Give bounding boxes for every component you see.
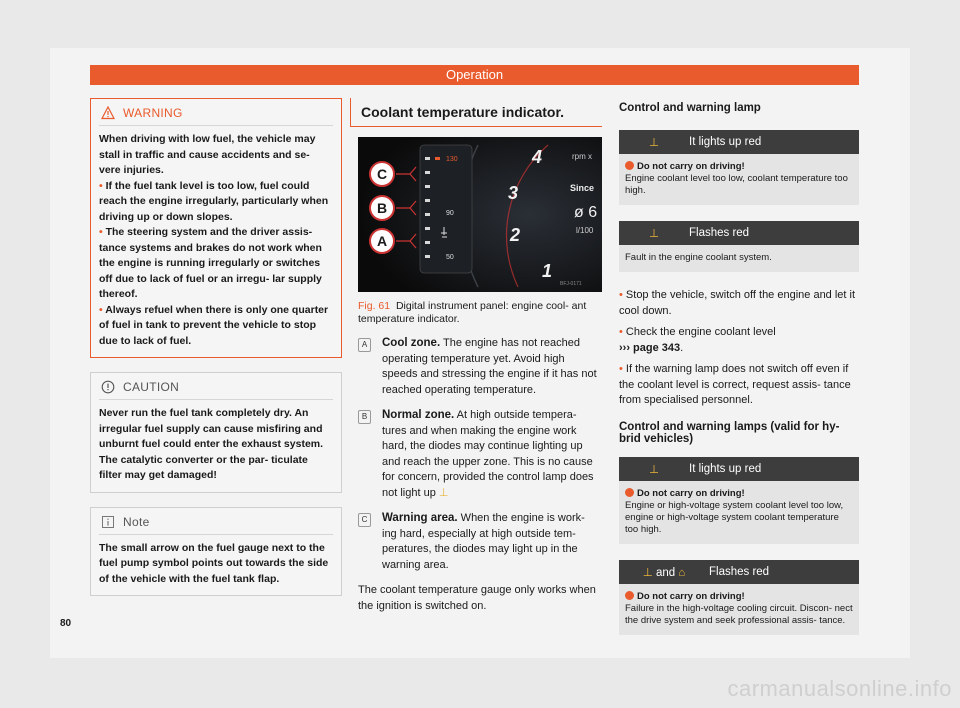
- stop-icon: [625, 591, 634, 600]
- dial-1: 1: [542, 261, 553, 281]
- dial-2: 2: [510, 225, 521, 245]
- lamp-flashes-red: ⊥ Flashes red Fault in the engine coolant system.: [619, 221, 859, 272]
- rpm-label: rpm x: [572, 152, 592, 161]
- page-reference-link[interactable]: ››› page 343: [619, 341, 681, 354]
- warning-bullet: • Always refuel when there is only one quarter of fuel in tank to prevent the vehicle to stop due to lack of fuel.: [99, 303, 329, 347]
- section-title: Coolant temperature indicator.: [350, 98, 602, 127]
- warning-intro: When driving with low fuel, the vehicle may stall in traffic and cause accidents and se- vere injuries.: [99, 133, 316, 176]
- instrument-panel-illustration: [358, 137, 602, 292]
- coolant-lamp-icon: ⊥: [438, 486, 449, 499]
- list-item: B Normal zone. At high outside tempera- tures and when making the engine work hard, the diodes may continue lighting up and reach the upper zone. This is no cause for concern, provided the control lamp does not light up ⊥: [358, 408, 602, 501]
- zone-term: Cool zone.: [382, 337, 441, 349]
- zone-badge: A: [358, 338, 371, 352]
- bullet-icon: •: [619, 289, 626, 301]
- dial-3: 3: [508, 183, 519, 203]
- page-header: Operation: [90, 65, 859, 85]
- warning-bullet: • If the fuel tank level is too low, fuel could reach the engine irregularly, particularly when driving up or down slopes.: [99, 179, 329, 223]
- step-item: • Stop the vehicle, switch off the engine and let it cool down.: [619, 289, 856, 317]
- svg-text:C: C: [376, 166, 388, 182]
- figure-number: Fig. 61: [358, 300, 391, 312]
- since-label: Since: [570, 183, 595, 193]
- caution-title: CAUTION: [123, 380, 180, 394]
- bullet-icon: •: [619, 326, 626, 338]
- coolant-lamp-icon: ⊥: [648, 137, 660, 149]
- heading-control-lamp: Control and warning lamp: [619, 102, 761, 114]
- stop-icon: [625, 488, 634, 497]
- bullet-icon: •: [99, 179, 106, 192]
- warning-triangle-icon: [101, 106, 115, 120]
- svg-text:B: B: [376, 200, 388, 216]
- note-box: [90, 507, 342, 597]
- lamp-lights-red: ⊥ It lights up red Do not carry on driving! Engine coolant level too low, coolant temperature too high.: [619, 130, 859, 205]
- page-number: 80: [60, 618, 72, 629]
- scale-50: 50: [446, 254, 454, 261]
- warning-bullet: • The steering system and the driver assis- tance systems and brakes do not work when the engine is running irregularly or switches off due to lack of fuel or an irregu- lar supply thereof.: [99, 226, 322, 300]
- zone-badge: C: [358, 513, 371, 527]
- caution-text: Never run the fuel tank completely dry. An irregular fuel supply can cause misfiring and unburnt fuel could enter the exhaust system. The catalytic converter or the par- ticulate filter may get damaged!: [99, 399, 333, 492]
- zone-label-a: [370, 229, 394, 253]
- bullet-icon: •: [99, 226, 106, 238]
- caution-circle-icon: [101, 380, 115, 394]
- stop-icon: [625, 161, 634, 170]
- column-left: [90, 98, 342, 610]
- coolant-lamp-icon: ⊥: [648, 463, 660, 476]
- coolant-lamp-icon: ⊥: [642, 566, 653, 579]
- column-right: [619, 98, 859, 651]
- warning-box: [90, 98, 342, 358]
- list-item: C Warning area. When the engine is work- ing hard, especially at high outside tem- peratures, the diodes may light up in the warning area.: [358, 511, 602, 573]
- figure-code: BFJ-0171: [560, 281, 582, 287]
- svg-text:A: A: [376, 233, 388, 249]
- note-text: The small arrow on the fuel gauge next to the fuel pump symbol points out towards the side of the vehicle with the fuel tank flap.: [99, 534, 333, 596]
- zone-term: Normal zone.: [382, 409, 455, 421]
- zone-badge: B: [358, 410, 371, 424]
- step-item: • If the warning lamp does not switch off even if the coolant level is correct, request assis- tance from specialised personnel.: [619, 363, 851, 406]
- watermark: carmanualsonline.info: [727, 676, 952, 701]
- figure-caption: Fig. 61 Digital instrument panel: engine cool- ant temperature indicator.: [358, 300, 587, 325]
- bullet-icon: •: [619, 363, 626, 375]
- bullet-icon: •: [99, 303, 106, 316]
- scale-90: 90: [446, 210, 454, 217]
- zone-label-c: [370, 162, 394, 186]
- instrument-figure: [358, 137, 602, 292]
- scale-130: 130: [446, 156, 458, 163]
- zone-label-b: [370, 196, 394, 220]
- column-middle: [358, 98, 602, 614]
- ignition-note: The coolant temperature gauge only works when the ignition is switched on.: [358, 584, 596, 612]
- car-icon: ⌂: [678, 566, 686, 579]
- coolant-lamp-icon: ⊥: [648, 228, 660, 240]
- hybrid-lamp-lights-red: ⊥ It lights up red Do not carry on driving! Engine or high-voltage system coolant level too low, engine or high-voltage system coolant temperature too high.: [619, 457, 859, 544]
- hybrid-lamp-flashes-red: ⊥ and ⌂ Flashes red Do not carry on driving! Failure in the high-voltage cooling circuit. Discon- nect the drive system and seek professional assis- tance.: [619, 560, 859, 635]
- warning-title: WARNING: [123, 106, 183, 120]
- dial-4: 4: [532, 147, 543, 167]
- note-title: Note: [123, 514, 150, 529]
- info-icon: [101, 515, 115, 529]
- heading-hybrid-lamps: Control and warning lamps (valid for hy- brid vehicles): [619, 420, 840, 445]
- step-item: • Check the engine coolant level ››› page 343.: [619, 326, 776, 354]
- caution-box: [90, 372, 342, 493]
- average-value: ø 6: [574, 204, 598, 221]
- list-item: A Cool zone. The engine has not reached operating temperature yet. Avoid high speeds and stressing the engine if it has not reached operating temperature.: [358, 336, 602, 398]
- unit-label: l/100: [576, 226, 594, 235]
- zone-term: Warning area.: [382, 512, 458, 524]
